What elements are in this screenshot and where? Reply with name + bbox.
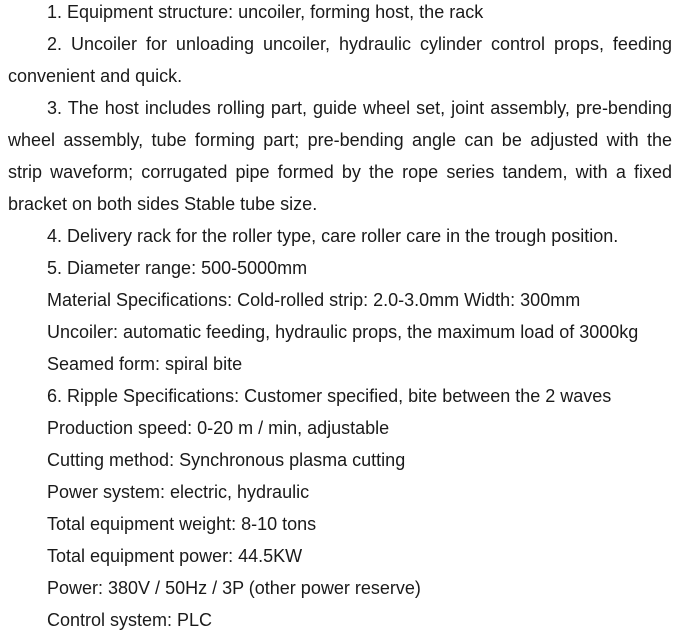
paragraph-material-specifications: Material Specifications: Cold-rolled strip: 2.0-3.0mm Width: 300mm (47, 290, 581, 310)
paragraph-equipment-structure: 1. Equipment structure: uncoiler, forming host, the rack (47, 2, 484, 22)
paragraph-power-supply: Power: 380V / 50Hz / 3P (other power reserve) (47, 578, 421, 598)
paragraph-cutting-method: Cutting method: Synchronous plasma cutting (47, 450, 406, 470)
paragraph-equipment-power: Total equipment power: 44.5KW (47, 546, 303, 566)
paragraph-control-system: Control system: PLC (47, 610, 213, 630)
paragraph-uncoiler-description: 2. Uncoiler for unloading uncoiler, hydraulic cylinder control props, feeding convenient and quick. (8, 34, 672, 86)
document-body (8, 0, 672, 636)
paragraph-equipment-weight: Total equipment weight: 8-10 tons (47, 514, 317, 534)
paragraph-production-speed: Production speed: 0-20 m / min, adjustable (47, 418, 390, 438)
paragraph-seamed-form: Seamed form: spiral bite (47, 354, 243, 374)
paragraph-host-description: 3. The host includes rolling part, guide wheel set, joint assembly, pre-bending wheel assembly, tube forming part; pre-bending angle can be adjusted with the strip waveform; corrugated pipe formed by the rope series tandem, with a fixed bracket on both sides Stable tube size. (8, 98, 672, 214)
paragraph-diameter-range: 5. Diameter range: 500-5000mm (47, 258, 308, 278)
paragraph-ripple-specifications: 6. Ripple Specifications: Customer specified, bite between the 2 waves (47, 386, 612, 406)
paragraph-delivery-rack: 4. Delivery rack for the roller type, care roller care in the trough position. (47, 226, 619, 246)
paragraph-uncoiler-specs: Uncoiler: automatic feeding, hydraulic props, the maximum load of 3000kg (47, 322, 639, 342)
paragraph-power-system: Power system: electric, hydraulic (47, 482, 310, 502)
